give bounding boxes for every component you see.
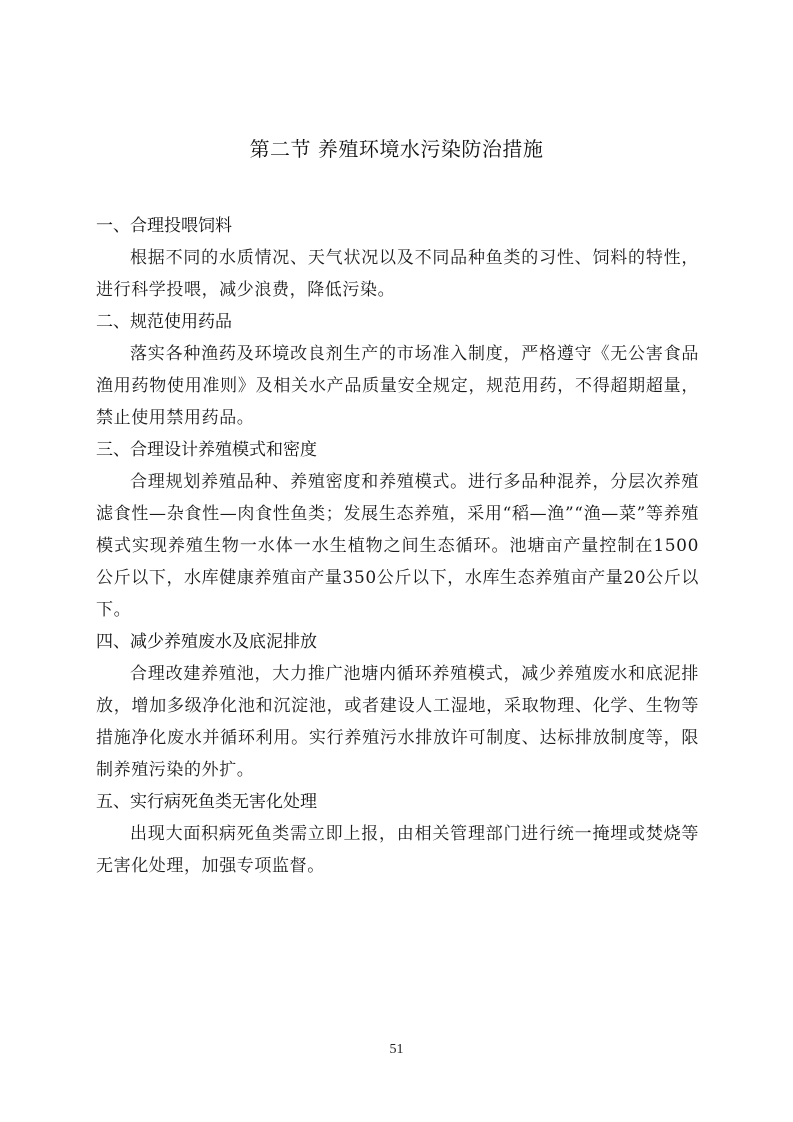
section-paragraph: 落实各种渔药及环境改良剂生产的市场准入制度，严格遵守《无公害食品渔用药物使用准则》及相关水产品质量安全规定，规范用药，不得超期超量，禁止使用禁用药品。	[96, 344, 699, 428]
section-3	[96, 434, 699, 626]
section-heading: 五、实行病死鱼类无害化处理	[96, 792, 317, 812]
section-paragraph: 根据不同的水质情况、天气状况以及不同品种鱼类的习性、饲料的特性，进行科学投喂，减少浪费，降低污染。	[96, 248, 699, 300]
section-heading: 一、合理投喂饲料	[96, 216, 232, 236]
document-body	[96, 210, 699, 882]
section-1	[96, 210, 699, 306]
section-paragraph: 合理规划养殖品种、养殖密度和养殖模式。进行多品种混养，分层次养殖滤食性—杂食性—肉食性鱼类；发展生态养殖，采用“稻—渔”“渔—菜”等养殖模式实现养殖生物一水体一水生植物之间生态循环。池塘亩产量控制在1500公斤以下，水库健康养殖亩产量350公斤以下，水库生态养殖亩产量20公斤以下。	[96, 472, 699, 620]
section-paragraph: 合理改建养殖池，大力推广池塘内循环养殖模式，减少养殖废水和底泥排放，增加多级净化池和沉淀池，或者建设人工湿地，采取物理、化学、生物等措施净化废水并循环利用。实行养殖污水排放许可制度、达标排放制度等，限制养殖污染的外扩。	[96, 664, 699, 780]
section-paragraph: 出现大面积病死鱼类需立即上报，由相关管理部门进行统一掩埋或焚烧等无害化处理，加强专项监督。	[96, 824, 699, 876]
section-5	[96, 786, 699, 882]
section-heading: 二、规范使用药品	[96, 312, 232, 332]
page-number: 51	[389, 1042, 404, 1057]
section-2	[96, 306, 699, 434]
section-heading: 四、减少养殖废水及底泥排放	[96, 632, 317, 652]
section-heading: 三、合理设计养殖模式和密度	[96, 440, 317, 460]
section-title: 第二节 养殖环境水污染防治措施	[249, 137, 544, 161]
section-4	[96, 626, 699, 786]
